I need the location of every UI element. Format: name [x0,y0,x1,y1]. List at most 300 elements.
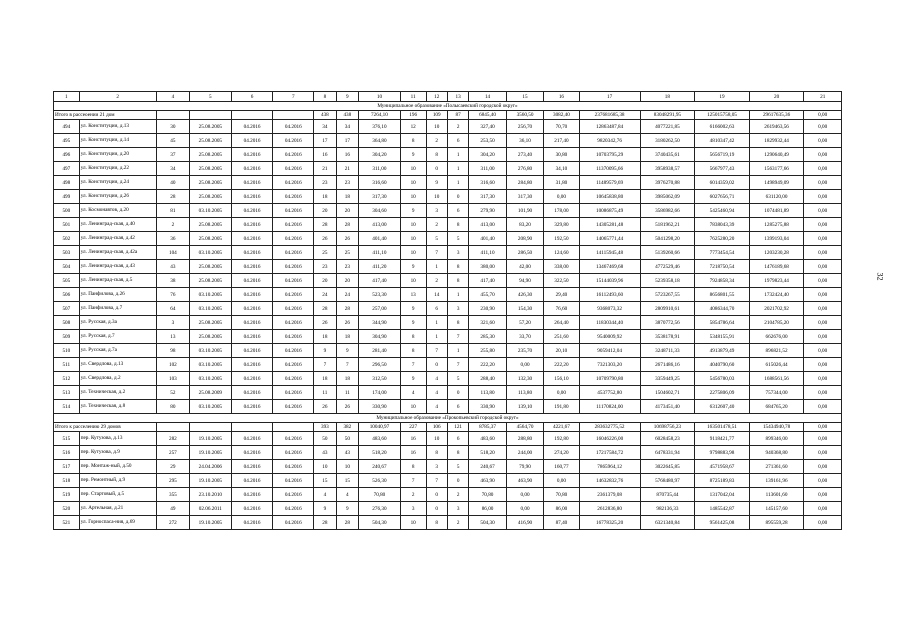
table-cell: 1829932,44 [749,134,804,148]
table-cell: 1074481,89 [749,204,804,218]
total-cell: 83048291,95 [640,111,695,120]
table-cell: 4173451,40 [640,400,695,414]
column-header: 5 [189,92,231,102]
table-cell: 1 [447,148,468,162]
table-cell: 526,30 [359,474,401,488]
table-cell: 18 [336,372,358,386]
table-cell: 514 [54,400,80,414]
table-cell: 9 [314,344,336,358]
table-cell: 513 [54,386,80,400]
table-row [54,204,842,218]
table-cell: 17 [336,134,358,148]
total-cell [273,111,314,120]
table-cell: 417,40 [469,274,506,288]
table-cell: 4086344,70 [695,302,750,316]
table-cell: 04.2016 [231,232,273,246]
table-cell: 04.2016 [231,372,273,386]
table-cell: 8 [426,148,447,162]
table-cell: 14115945,48 [579,246,640,260]
table-row [54,316,842,330]
column-header: 15 [506,92,543,102]
table-row [54,460,842,474]
table-cell: 0 [426,162,447,176]
table-cell: 14065771,44 [579,232,640,246]
table-row [54,162,842,176]
table-cell: 10 [400,400,426,414]
total-cell: 10040,97 [359,423,401,432]
table-cell: 20 [314,274,336,288]
table-cell: 321,60 [469,316,506,330]
table-cell: 2104785,20 [749,316,804,330]
table-cell: 04.2016 [231,316,273,330]
table-cell: 3538178,91 [640,330,695,344]
column-header: 10 [359,92,401,102]
table-cell: 10 [400,274,426,288]
table-cell: 311,00 [469,162,506,176]
table-cell: 380,00 [469,260,506,274]
table-cell: 0,00 [804,432,842,446]
table-cell: 04.2016 [273,148,314,162]
table-cell: 04.2016 [231,190,273,204]
table-cell: 1 [426,330,447,344]
total-cell: 106 [426,423,447,432]
table-cell: 0 [426,502,447,516]
table-cell: 4571958,67 [695,460,750,474]
table-cell: 3 [426,204,447,218]
table-cell: 3359449,25 [640,372,695,386]
table-cell: 3740435,61 [640,148,695,162]
table-cell: 10 [400,516,426,530]
table-cell: 79,90 [506,460,543,474]
table-cell: 515 [54,432,80,446]
section-total-row [54,111,842,120]
table-cell: 4537752,80 [579,386,640,400]
table-cell: 23 [336,260,358,274]
table-cell: 10 [400,190,426,204]
table-cell: 304,20 [359,148,401,162]
table-cell: 5854786,64 [695,316,750,330]
table-cell: 10645838,80 [579,190,640,204]
table-cell: 3985062,09 [640,190,695,204]
column-header: 14 [469,92,506,102]
table-cell: 5181962,21 [640,218,695,232]
table-cell: 1732424,40 [749,288,804,302]
table-cell: 10 [400,162,426,176]
table-cell: 12 [400,120,426,134]
table-cell: 19.10.2005 [189,516,231,530]
table-cell: 76,60 [544,302,579,316]
table-cell: 6 [447,400,468,414]
table-cell: 04.2016 [231,432,273,446]
table-cell: 5139260,66 [640,246,695,260]
table-cell: 501 [54,218,80,232]
table-cell: 04.2016 [273,274,314,288]
table-cell: 98 [156,344,189,358]
table-cell: 42,00 [506,260,543,274]
table-cell: 10 [400,176,426,190]
address-cell: ул. Русская, д.3а [79,316,156,330]
table-cell: 4810347,42 [695,134,750,148]
table-cell: 282 [156,432,189,446]
table-cell: 25.08.2009 [189,386,231,400]
table-cell: 5348155,91 [695,330,750,344]
table-cell: 279,90 [469,204,506,218]
table-cell: 1 [447,344,468,358]
total-cell: 3560,50 [506,111,543,120]
table-cell: 413,00 [359,218,401,232]
table-cell: 7 [447,330,468,344]
table-cell: 2619463,56 [749,120,804,134]
table-cell: 2 [447,488,468,502]
table-cell: 0,00 [804,232,842,246]
table-cell: 364,80 [359,134,401,148]
table-cell: 7218750,54 [695,260,750,274]
table-cell: 192,50 [544,232,579,246]
table-cell: 284,80 [506,176,543,190]
table-cell: 504,30 [359,516,401,530]
table-cell: 0,00 [804,260,842,274]
table-cell: 113601,60 [749,488,804,502]
table-cell: 8 [400,330,426,344]
table-cell: 7 [400,474,426,488]
table-cell: 494 [54,120,80,134]
address-cell: ул. Горноспаса-ния, д.69 [79,516,156,530]
table-cell: 3180262,50 [640,134,695,148]
table-cell: 25.08.2005 [189,330,231,344]
table-cell: 508 [54,316,80,330]
table-cell: 316,60 [359,176,401,190]
table-cell: 6 [447,432,468,446]
table-cell: 330,90 [469,400,506,414]
table-cell: 5667977,43 [695,162,750,176]
table-cell: 940368,80 [749,446,804,460]
section-total-row [54,423,842,432]
table-cell: 411,20 [359,260,401,274]
table-cell: 516 [54,446,80,460]
total-cell [273,423,314,432]
table-cell: 0,00 [804,488,842,502]
address-cell: ул. Ленинград-ская, д.40 [79,218,156,232]
table-row [54,344,842,358]
table-cell: 145157,60 [749,502,804,516]
table-cell: 04.2016 [231,400,273,414]
table-cell: 521 [54,516,80,530]
table-cell: 413,00 [469,218,506,232]
table-cell: 6 [426,302,447,316]
table-cell: 235,70 [506,344,543,358]
table-cell: 217,40 [544,134,579,148]
total-cell: 109 [426,111,447,120]
table-cell: 50 [314,432,336,446]
table-cell: 0 [447,474,468,488]
table-cell: 2 [447,120,468,134]
table-cell: 9 [400,204,426,218]
table-cell: 26 [314,400,336,414]
table-cell: 19.10.2005 [189,446,231,460]
table-cell: 0 [447,386,468,400]
table-cell: 426,30 [506,288,543,302]
address-cell: пер. Ремонтный, д.9 [79,474,156,488]
table-cell: 1285275,88 [749,218,804,232]
table-cell: 16 [400,446,426,460]
table-cell: 70,80 [359,488,401,502]
table-cell: 222,20 [469,358,506,372]
table-cell: 311,00 [359,162,401,176]
table-cell: 982136,33 [640,502,695,516]
table-cell: 04.2016 [273,358,314,372]
table-cell: 80 [156,400,189,414]
table-cell: 5 [447,372,468,386]
table-cell: 9 [426,176,447,190]
total-cell [231,423,273,432]
table-cell: 0,00 [804,218,842,232]
table-cell: 288,80 [506,432,543,446]
table-cell: 9561425,08 [695,516,750,530]
table-cell: 03.10.2005 [189,204,231,218]
table-cell: 322,50 [544,274,579,288]
section-title: Муниципальное образование «Полысаевский городской округ» [54,102,842,111]
table-cell: 04.2016 [273,162,314,176]
table-cell: 6 [447,134,468,148]
table-cell: 7 [400,358,426,372]
table-row [54,372,842,386]
table-cell: 317,30 [469,190,506,204]
table-cell: 5723267,55 [640,288,695,302]
table-cell: 16112493,60 [579,288,640,302]
table-cell: 04.2016 [231,120,273,134]
table-cell: 04.2016 [231,358,273,372]
table-cell: 208,90 [506,232,543,246]
table-cell: 9 [314,502,336,516]
table-cell: 04.2016 [231,502,273,516]
table-cell: 20 [336,204,358,218]
table-cell: 316,60 [469,176,506,190]
table-cell: 1 [447,176,468,190]
table-cell: 2 [426,274,447,288]
total-cell: 237681685,38 [579,111,640,120]
table-cell: 76 [156,288,189,302]
table-row [54,330,842,344]
table-cell: 9118421,77 [695,432,750,446]
column-header: 21 [804,92,842,102]
table-cell: 8 [447,316,468,330]
column-header: 6 [231,92,273,102]
table-cell: 257,00 [359,302,401,316]
table-row [54,176,842,190]
table-cell: 519 [54,488,80,502]
table-cell: 23 [314,176,336,190]
table-cell: 26 [336,400,358,414]
table-cell: 0,00 [804,316,842,330]
table-cell: 15 [314,474,336,488]
total-cell: 382 [336,423,358,432]
address-cell: ул. Русская, д.7а [79,344,156,358]
address-cell: пер. Стартовый, д.5 [79,488,156,502]
address-cell: ул. Конституции, д.22 [79,162,156,176]
table-cell: 03.10.2005 [189,400,231,414]
table-cell: 103 [156,372,189,386]
table-cell: 6014359,02 [695,176,750,190]
table-cell: 29,40 [544,288,579,302]
table-cell: 0,00 [804,274,842,288]
table-cell: 34 [156,162,189,176]
table-cell: 04.2016 [231,488,273,502]
column-header: 12 [426,92,447,102]
table-cell: 4 [336,488,358,502]
table-cell: 132,30 [506,372,543,386]
table-cell: 253,50 [469,134,506,148]
table-cell: 28 [336,302,358,316]
table-row [54,246,842,260]
table-cell: 274,20 [544,446,579,460]
table-cell: 455,70 [469,288,506,302]
table-cell: 04.2016 [273,120,314,134]
table-row [54,432,842,446]
table-cell: 6027656,71 [695,190,750,204]
table-cell: 3 [447,502,468,516]
table-cell: 10 [400,218,426,232]
table-cell: 8 [447,274,468,288]
table-cell: 0,00 [804,460,842,474]
table-cell: 273,40 [506,148,543,162]
table-cell: 401,40 [469,232,506,246]
table-cell: 04.2016 [231,218,273,232]
address-cell: ул. Свердлова, д.13 [79,358,156,372]
table-cell: 10086875,49 [579,204,640,218]
table-cell: 03.10.2005 [189,246,231,260]
table-cell: 8 [426,446,447,460]
column-header: 2 [79,92,156,102]
table-row [54,386,842,400]
table-cell: 463,90 [506,474,543,488]
table-cell: 0,00 [804,302,842,316]
table-cell: 1688561,56 [749,372,804,386]
table-cell: 34,10 [544,162,579,176]
table-cell: 8 [426,516,447,530]
table-cell: 11170824,00 [579,400,640,414]
table-cell: 517 [54,460,80,474]
table-cell: 21 [314,162,336,176]
table-cell: 28 [336,218,358,232]
table-cell: 04.2016 [231,162,273,176]
table-cell: 0,00 [804,386,842,400]
table-cell: 312,50 [359,372,401,386]
table-cell: 9820342,76 [579,134,640,148]
table-cell: 10 [314,460,336,474]
table-cell: 16 [314,148,336,162]
address-cell: ул. Артельная, д.21 [79,502,156,516]
table-cell: 192,80 [544,432,579,446]
table-cell: 24 [336,288,358,302]
table-cell: 1 [426,316,447,330]
column-header: 19 [695,92,750,102]
table-cell: 3 [447,246,468,260]
table-cell: 04.2016 [273,204,314,218]
table-cell: 9 [400,372,426,386]
table-cell: 0,00 [544,474,579,488]
table-cell: 344,90 [359,316,401,330]
table-cell: 1485542,87 [695,502,750,516]
table-cell: 25.08.2005 [189,316,231,330]
table-cell: 0,00 [804,190,842,204]
table-cell: 104 [156,246,189,260]
table-row [54,516,842,530]
table-cell: 86,00 [469,502,506,516]
table-cell: 0,00 [804,446,842,460]
column-header: 9 [336,92,358,102]
address-cell: ул. Свердлова, д.2 [79,372,156,386]
address-cell: ул. Конституции, д.26 [79,190,156,204]
table-cell: 509 [54,330,80,344]
table-row [54,232,842,246]
table-cell: 25.08.2005 [189,274,231,288]
table-cell: 757344,00 [749,386,804,400]
table-cell: 511 [54,358,80,372]
table-cell: 295 [156,474,189,488]
table-cell: 662676,00 [749,330,804,344]
table-cell: 30 [156,120,189,134]
table-cell: 7838043,39 [695,218,750,232]
table-cell: 0,00 [804,474,842,488]
table-cell: 04.2016 [231,204,273,218]
resettlement-table [53,91,842,530]
table-cell: 4 [400,386,426,400]
table-cell: 23 [336,176,358,190]
column-header: 8 [314,92,336,102]
table-cell: 9 [336,502,358,516]
table-cell: 26 [336,232,358,246]
total-cell: 196 [400,111,426,120]
table-cell: 12863487,84 [579,120,640,134]
address-cell: пер. Кутузова, д.13 [79,432,156,446]
table-cell: 8725189,83 [695,474,750,488]
table-cell: 1498949,09 [749,176,804,190]
table-cell: 34 [336,120,358,134]
table-cell: 7 [426,344,447,358]
table-cell: 497 [54,162,80,176]
table-cell: 178,00 [544,204,579,218]
table-cell: 0,00 [804,344,842,358]
table-cell: 296,50 [359,358,401,372]
table-cell: 0,00 [804,288,842,302]
table-cell: 1 [426,260,447,274]
table-cell: 2671486,16 [640,358,695,372]
table-cell: 04.2016 [273,400,314,414]
table-cell: 4772529,46 [640,260,695,274]
address-cell: ул. Конституции, д.13 [79,120,156,134]
table-cell: 04.2016 [273,474,314,488]
table-cell: 52 [156,386,189,400]
table-cell: 7625280,20 [695,232,750,246]
table-cell: 18 [336,330,358,344]
table-cell: 191,80 [544,400,579,414]
table-cell: 0,00 [506,488,543,502]
table-cell: 684765,20 [749,400,804,414]
table-cell: 70,70 [544,120,579,134]
table-cell: 40 [156,176,189,190]
address-cell: ул. Панфилова, д.7 [79,302,156,316]
table-cell: 899346,00 [749,432,804,446]
table-row [54,134,842,148]
table-cell: 417,40 [359,274,401,288]
table-cell: 1317042,04 [695,488,750,502]
address-cell: ул. Техническая, д.2 [79,386,156,400]
table-cell: 04.2016 [231,274,273,288]
table-cell: 04.2016 [273,344,314,358]
table-cell: 286,50 [506,246,543,260]
table-cell: 13 [156,330,189,344]
table-cell: 25.08.2005 [189,134,231,148]
